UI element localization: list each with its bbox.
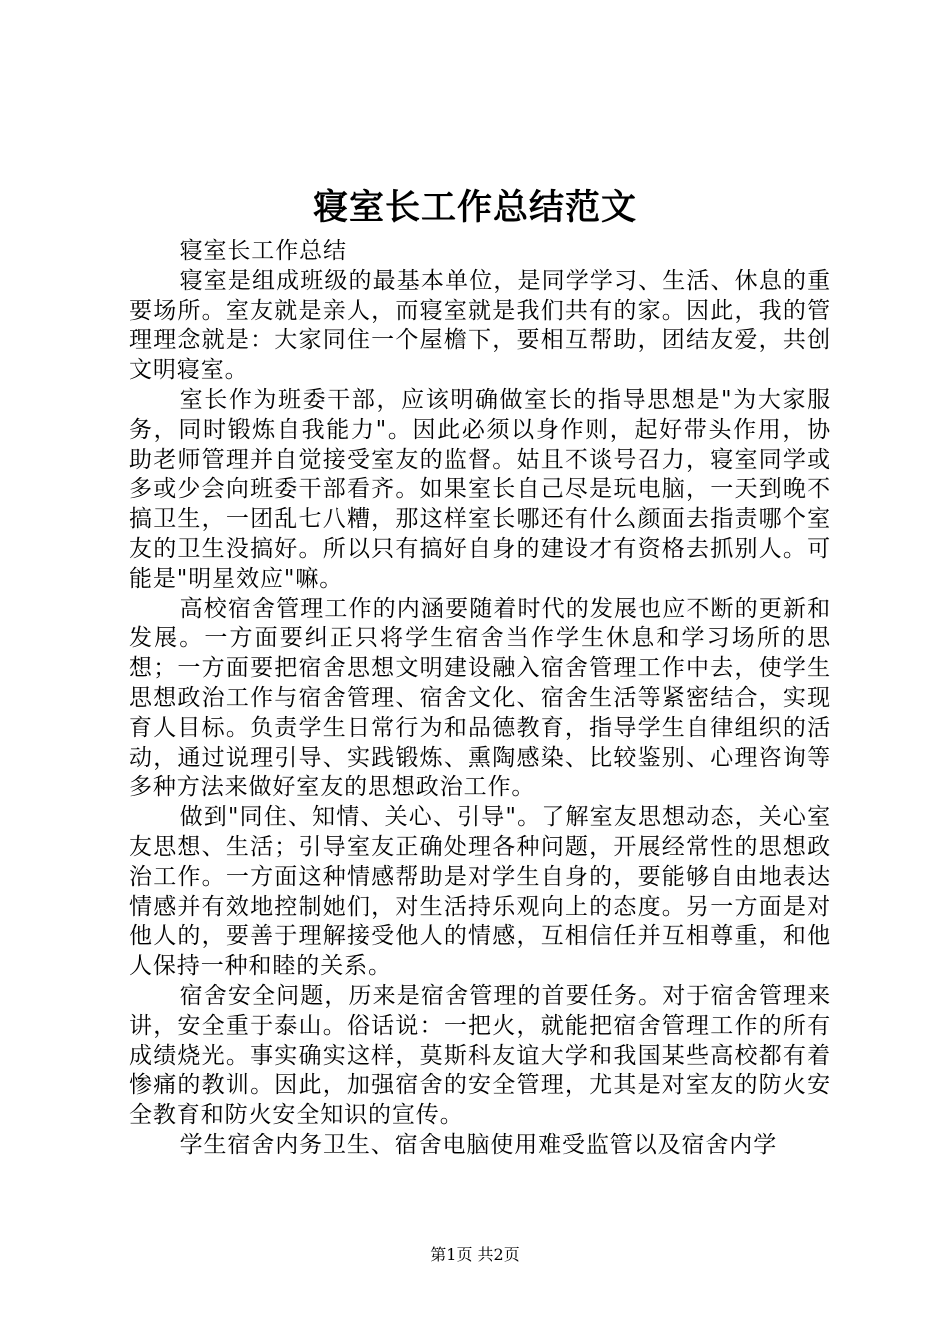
paragraph: 学生宿舍内务卫生、宿舍电脑使用难受监管以及宿舍内学 (179, 1131, 778, 1158)
document-body (129, 237, 831, 1161)
document-title: 寝室长工作总结范文 (312, 187, 637, 228)
paragraph-subtitle: 寝室长工作总结 (179, 238, 347, 264)
paragraph: 高校宿舍管理工作的内涵要随着时代的发展也应不断的更新和发展。一方面要纠正只将学生宿舍当作学生休息和学习场所的思想；一方面要把宿舍思想文明建设融入宿舍管理工作中去，使学生思想政治工作与宿舍管理、宿舍文化、宿舍生活等紧密结合，实现育人目标。负责学生日常行为和品德教育，指导学生自律组织的活动，通过说理引导、实践锻炼、熏陶感染、比较鉴别、心理咨询等多种方法来做好室友的思想政治工作。 (129, 595, 831, 801)
paragraph: 寝室是组成班级的最基本单位，是同学学习、生活、休息的重要场所。室友就是亲人，而寝室就是我们共有的家。因此，我的管理理念就是：大家同住一个屋檐下，要相互帮助，团结友爱，共创文明寝室。 (129, 267, 831, 384)
paragraph: 室长作为班委干部，应该明确做室长的指导思想是"为大家服务，同时锻炼自我能力"。因此必须以身作则，起好带头作用，协助老师管理并自觉接受室友的监督。姑且不谈号召力，寝室同学或多或少会向班委干部看齐。如果室长自己尽是玩电脑，一天到晚不搞卫生，一团乱七八糟，那这样室长哪还有什么颜面去指责哪个室友的卫生没搞好。所以只有搞好自身的建设才有资格去抓别人。可能是"明星效应"嘛。 (129, 386, 831, 592)
page-footer: 第1页 共2页 (430, 1245, 520, 1264)
paragraph: 宿舍安全问题，历来是宿舍管理的首要任务。对于宿舍管理来讲，安全重于泰山。俗话说：一把火，就能把宿舍管理工作的所有成绩烧光。事实确实这样，莫斯科友谊大学和我国某些高校都有着惨痛的教训。因此，加强宿舍的安全管理，尤其是对室友的防火安全教育和防火安全知识的宣传。 (129, 982, 831, 1129)
paragraph: 做到"同住、知情、关心、引导"。了解室友思想动态，关心室友思想、生活；引导室友正确处理各种问题，开展经常性的思想政治工作。一方面这种情感帮助是对学生自身的，要能够自由地表达情感并有效地控制她们，对生活持乐观向上的态度。另一方面是对他人的，要善于理解接受他人的情感，互相信任并互相尊重，和他人保持一种和睦的关系。 (129, 804, 831, 980)
